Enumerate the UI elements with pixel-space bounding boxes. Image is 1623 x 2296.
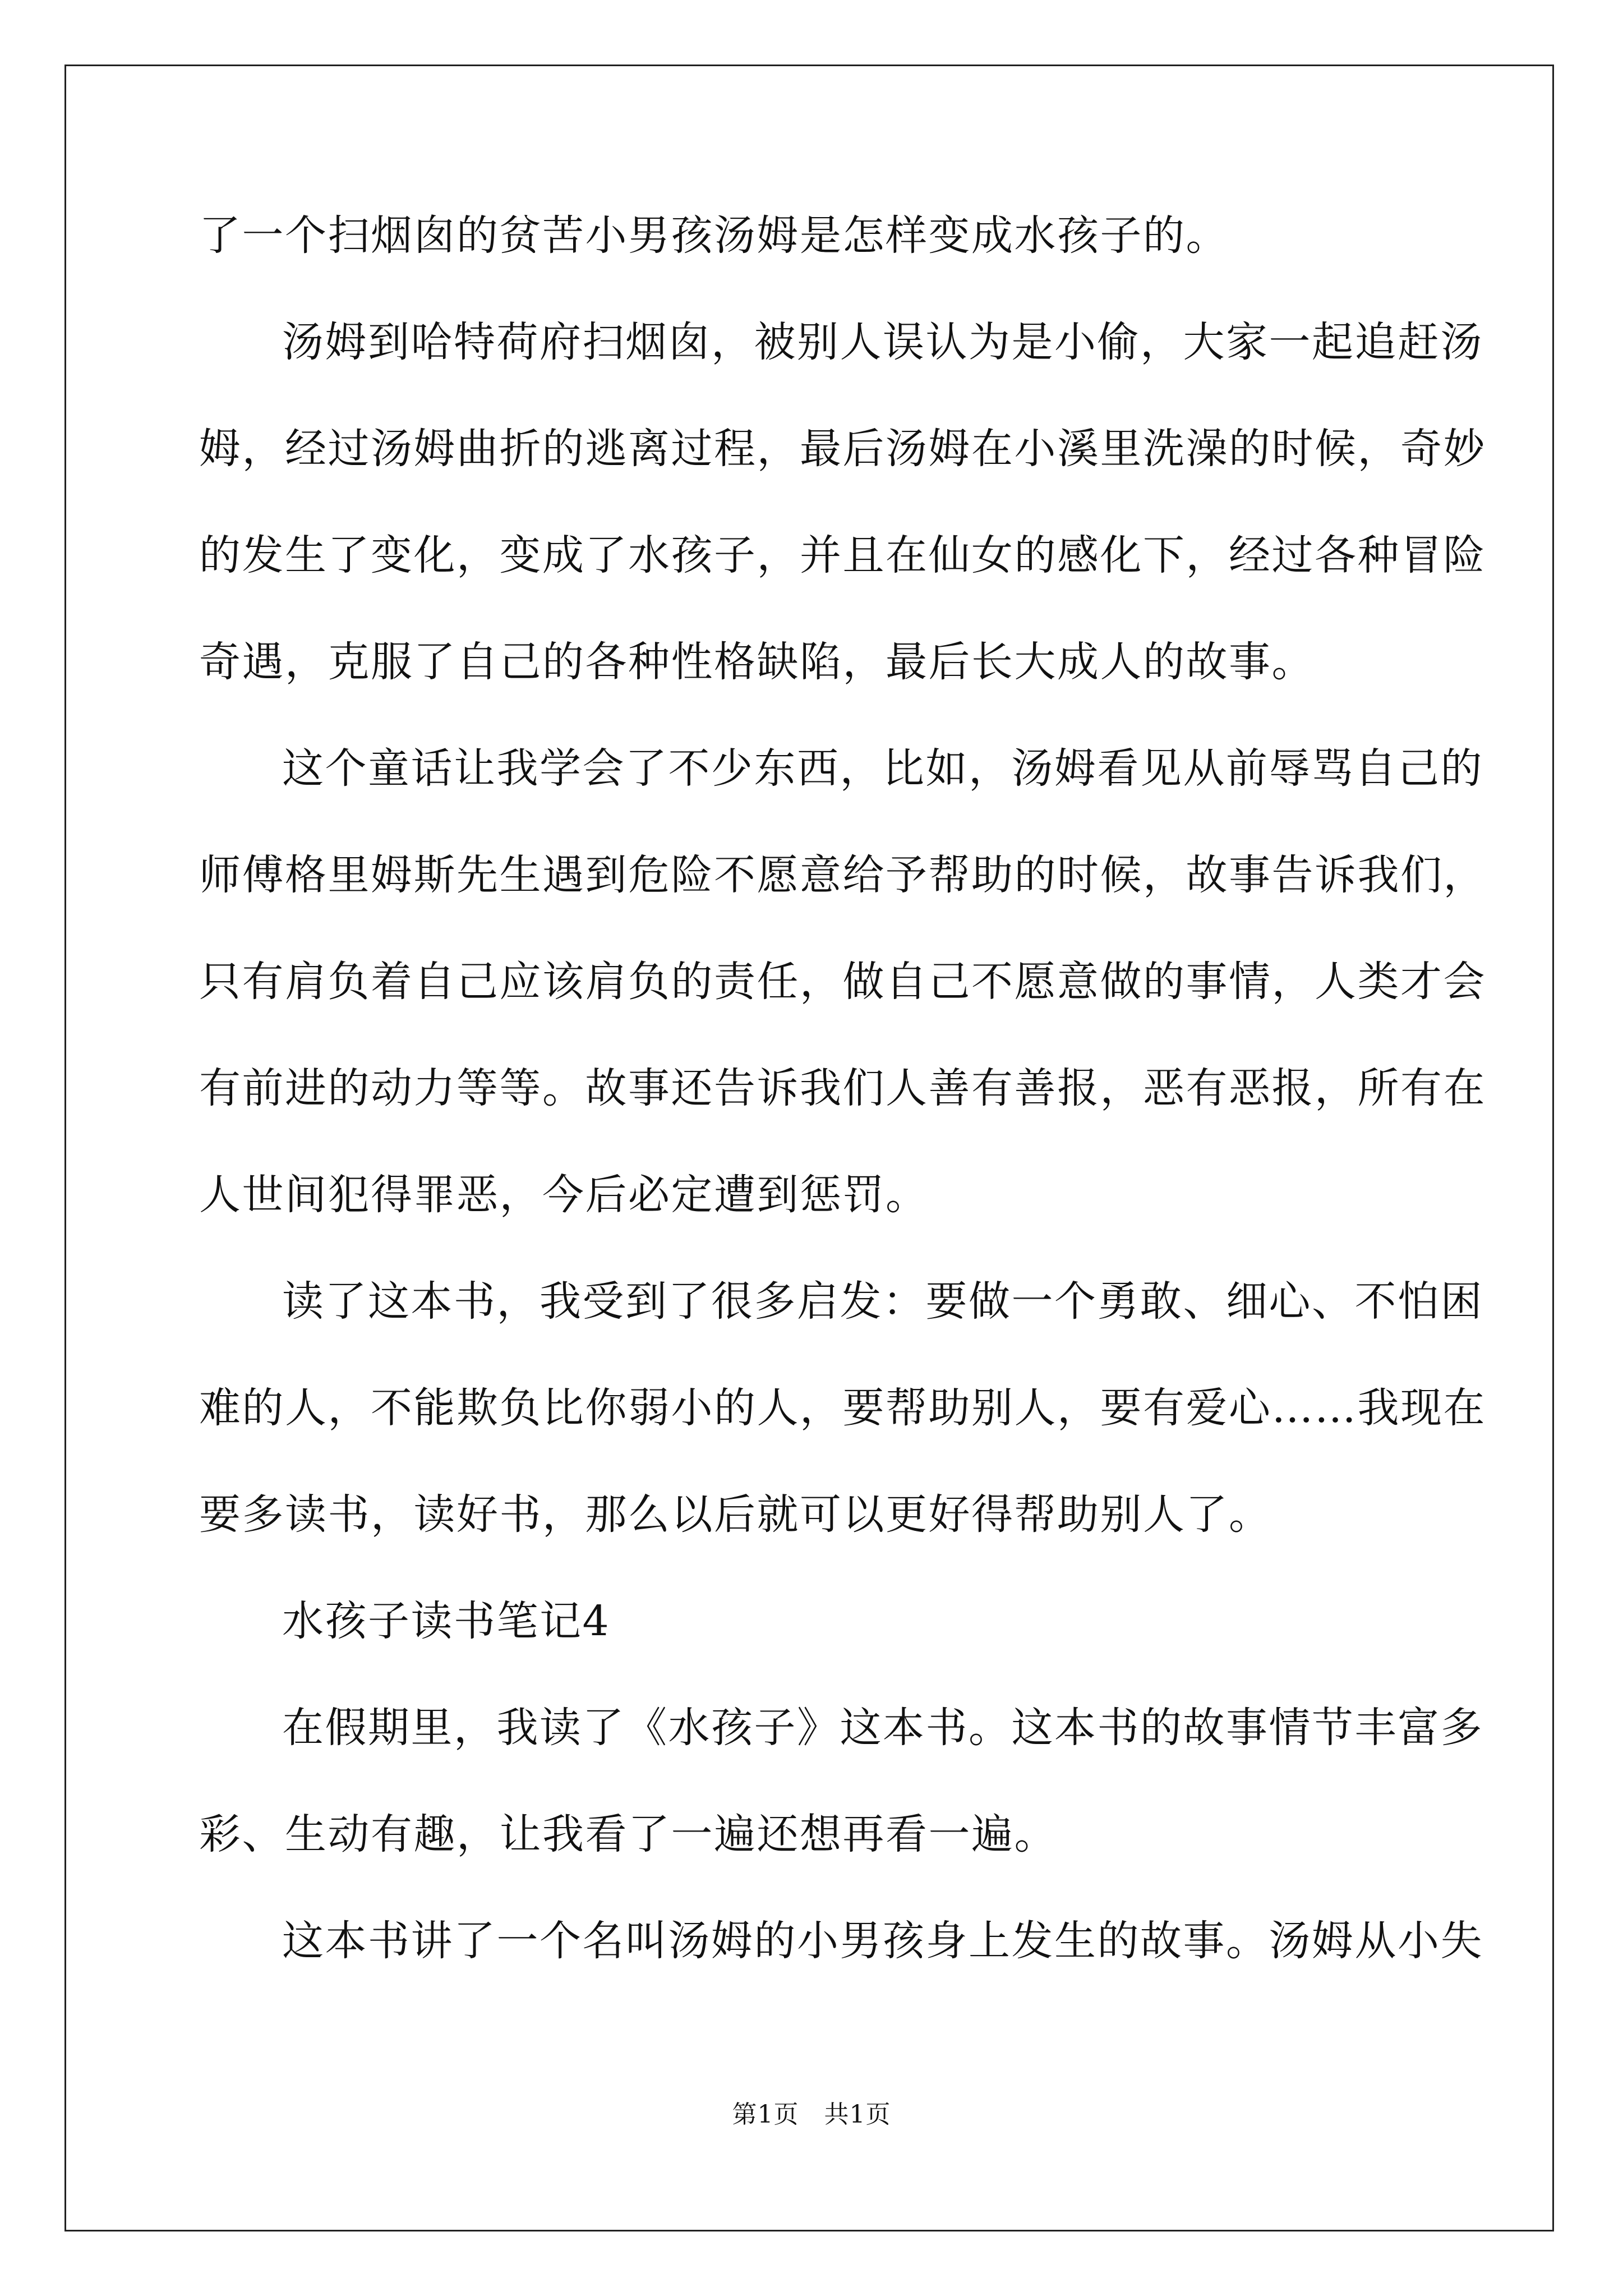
text-line: 有前进的动力等等。故事还告诉我们人善有善报，恶有恶报，所有在: [199, 1064, 1486, 1112]
text-line: 这个童话让我学会了不少东西，比如，汤姆看见从前辱骂自己的: [282, 744, 1483, 793]
text-line: 师傅格里姆斯先生遇到危险不愿意给予帮助的时候，故事告诉我们，: [199, 851, 1486, 899]
text-line: 奇遇，克服了自己的各种性格缺陷，最后长大成人的故事。: [199, 638, 1315, 686]
text-line: 在假期里，我读了《水孩子》这本书。这本书的故事情节丰富多: [282, 1704, 1483, 1752]
text-line: 要多读书，读好书，那么以后就可以更好得帮助别人了。: [199, 1490, 1272, 1539]
text-line: 人世间犯得罪恶，今后必定遭到惩罚。: [199, 1171, 929, 1219]
text-line: 汤姆到哈特荷府扫烟囱，被别人误认为是小偷，大家一起追赶汤: [282, 318, 1483, 366]
page-footer: 第1页 共1页: [732, 2100, 891, 2129]
text-line: 的发生了变化，变成了水孩子，并且在仙女的感化下，经过各种冒险: [199, 531, 1486, 579]
text-line: 了一个扫烟囱的贫苦小男孩汤姆是怎样变成水孩子的。: [199, 211, 1229, 260]
text-line: 难的人，不能欺负比你弱小的人，要帮助别人，要有爱心……我现在: [199, 1384, 1486, 1432]
text-line: 这本书讲了一个名叫汤姆的小男孩身上发生的故事。汤姆从小失: [282, 1917, 1483, 1965]
page-border: [64, 65, 1554, 2231]
text-line: 只有肩负着自己应该肩负的责任，做自己不愿意做的事情，人类才会: [199, 958, 1486, 1006]
text-line: 彩、生动有趣，让我看了一遍还想再看一遍。: [199, 1810, 1057, 1858]
text-line: 水孩子读书笔记4: [282, 1597, 611, 1645]
text-line: 姆，经过汤姆曲折的逃离过程，最后汤姆在小溪里洗澡的时候，奇妙: [199, 425, 1486, 473]
text-line: 读了这本书，我受到了很多启发：要做一个勇敢、细心、不怕困: [282, 1277, 1483, 1326]
